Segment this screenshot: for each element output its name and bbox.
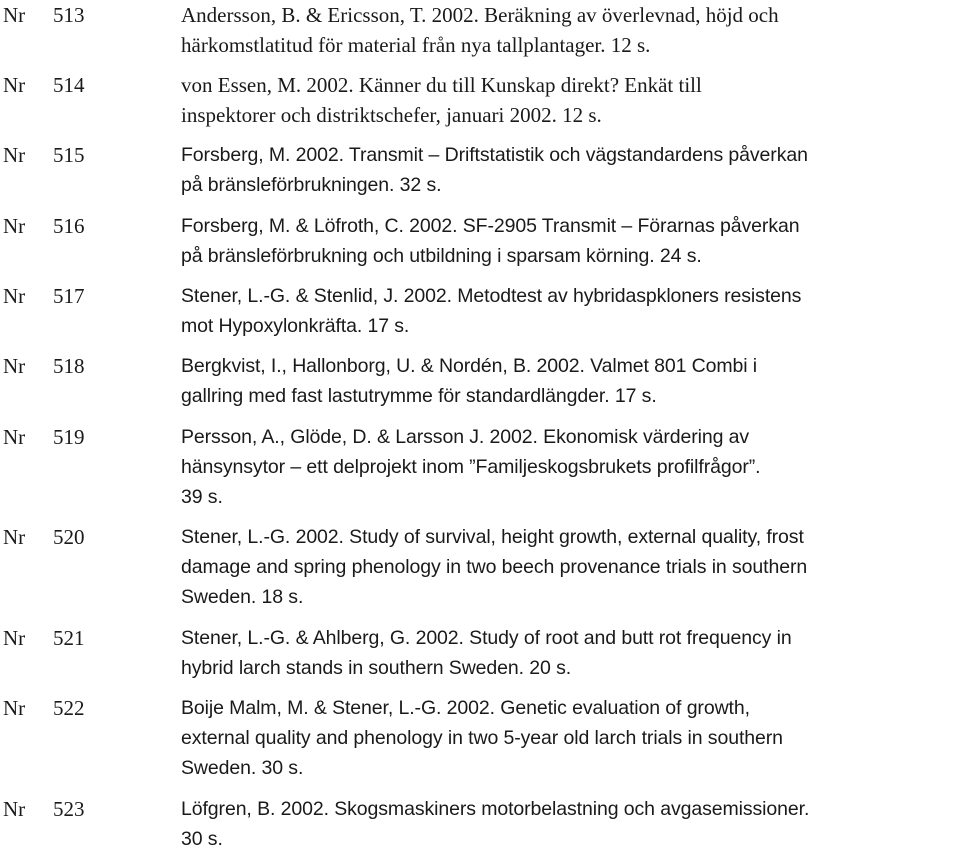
- reference-line: inspektorer och distriktschefer, januari 2002. 12 s.: [181, 103, 602, 127]
- entry-number: 517: [53, 284, 85, 308]
- reference-text: [181, 522, 959, 612]
- reference-line: Bergkvist, I., Hallonborg, U. & Nordén, B. 2002. Valmet 801 Combi i: [181, 355, 758, 377]
- reference-text: [181, 623, 959, 683]
- reference-line: hänsynsytor – ett delprojekt inom ”Familjeskogsbrukets profilfrågor”.: [181, 456, 761, 478]
- reference-line: Forsberg, M. & Löfroth, C. 2002. SF-2905 Transmit – Förarnas påverkan: [181, 215, 800, 237]
- nr-label: Nr: [3, 3, 26, 27]
- nr-label: Nr: [3, 626, 26, 650]
- entry-number: 519: [53, 425, 85, 449]
- reference-line: Stener, L.-G. 2002. Study of survival, height growth, external quality, frost: [181, 526, 804, 548]
- entry-number: 513: [53, 3, 85, 27]
- reference-line: på bränsleförbrukningen. 32 s.: [181, 174, 442, 196]
- entry-number: 516: [53, 214, 85, 238]
- entry-number: 522: [53, 696, 85, 720]
- nr-label: Nr: [3, 425, 26, 449]
- nr-label: Nr: [3, 214, 26, 238]
- reference-line: härkomstlatitud för material från nya tallplantager. 12 s.: [181, 33, 651, 57]
- reference-line: Sweden. 30 s.: [181, 757, 304, 779]
- reference-line: Persson, A., Glöde, D. & Larsson J. 2002. Ekonomisk värdering av: [181, 426, 750, 448]
- reference-text: [181, 281, 959, 341]
- entry-number: 515: [53, 143, 85, 167]
- reference-line: Stener, L.-G. & Stenlid, J. 2002. Metodtest av hybridaspkloners resistens: [181, 285, 802, 307]
- reference-line: 30 s.: [181, 828, 223, 850]
- nr-label: Nr: [3, 143, 26, 167]
- entry-number: 518: [53, 354, 85, 378]
- reference-text: [181, 0, 959, 60]
- nr-label: Nr: [3, 525, 26, 549]
- reference-line: 39 s.: [181, 486, 223, 508]
- reference-line: Andersson, B. & Ericsson, T. 2002. Beräkning av överlevnad, höjd och: [181, 3, 779, 27]
- entry-number: 521: [53, 626, 85, 650]
- nr-label: Nr: [3, 284, 26, 308]
- reference-line: Löfgren, B. 2002. Skogsmaskiners motorbelastning och avgasemissioner.: [181, 798, 810, 820]
- reference-line: external quality and phenology in two 5-year old larch trials in southern: [181, 727, 783, 749]
- reference-text: [181, 70, 959, 130]
- reference-line: på bränsleförbrukning och utbildning i sparsam körning. 24 s.: [181, 245, 702, 267]
- reference-line: Boije Malm, M. & Stener, L.-G. 2002. Genetic evaluation of growth,: [181, 697, 750, 719]
- nr-label: Nr: [3, 73, 26, 97]
- nr-label: Nr: [3, 354, 26, 378]
- entry-number: 523: [53, 797, 85, 821]
- reference-line: Stener, L.-G. & Ahlberg, G. 2002. Study of root and butt rot frequency in: [181, 627, 792, 649]
- reference-line: gallring med fast lastutrymme för standardlängder. 17 s.: [181, 385, 657, 407]
- nr-label: Nr: [3, 797, 26, 821]
- reference-line: mot Hypoxylonkräfta. 17 s.: [181, 315, 410, 337]
- nr-label: Nr: [3, 696, 26, 720]
- entry-number: 514: [53, 73, 85, 97]
- reference-line: damage and spring phenology in two beech provenance trials in southern: [181, 556, 808, 578]
- reference-text: [181, 211, 959, 271]
- reference-line: von Essen, M. 2002. Känner du till Kunskap direkt? Enkät till: [181, 73, 702, 97]
- reference-text: [181, 794, 959, 854]
- reference-text: [181, 422, 959, 512]
- reference-text: [181, 351, 959, 411]
- reference-line: Forsberg, M. 2002. Transmit – Driftstatistik och vägstandardens påverkan: [181, 144, 808, 166]
- reference-text: [181, 140, 959, 200]
- reference-line: Sweden. 18 s.: [181, 586, 304, 608]
- entry-number: 520: [53, 525, 85, 549]
- reference-line: hybrid larch stands in southern Sweden. 20 s.: [181, 657, 572, 679]
- reference-text: [181, 693, 959, 783]
